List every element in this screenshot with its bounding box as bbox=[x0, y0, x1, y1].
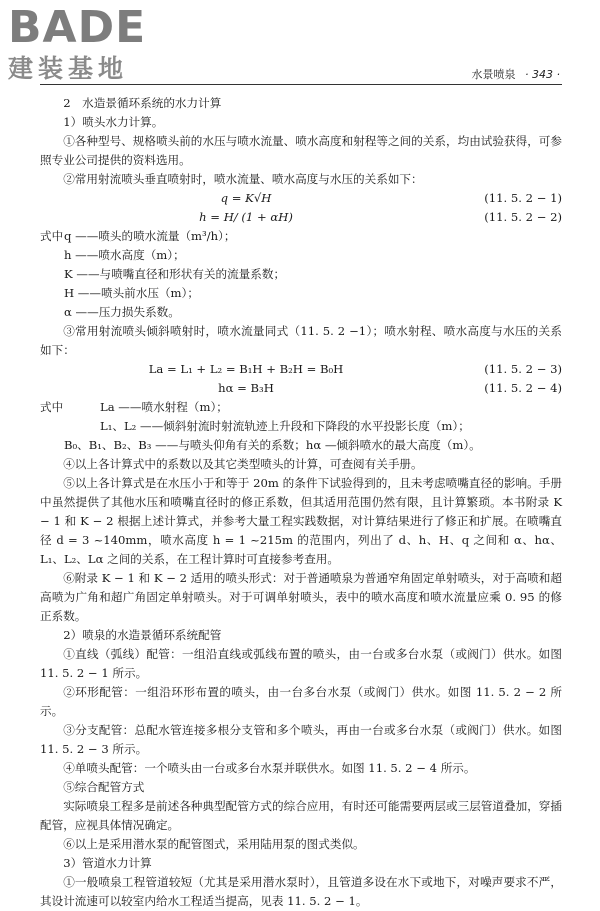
definition-La bbox=[40, 398, 562, 417]
paragraph-2: ②常用射流喷头垂直喷射时，喷水流量、喷水高度与水压的关系如下： bbox=[63, 172, 423, 186]
paragraph-11: ⑤综合配管方式 bbox=[63, 780, 145, 794]
paragraph-4: ④以上各计算式中的系数以及其它类型喷头的计算，可查阅有关手册。 bbox=[63, 457, 423, 471]
subsection-heading-1: 1）喷头水力计算。 bbox=[63, 115, 164, 129]
equation-2-number: (11. 5. 2 − 2) bbox=[484, 210, 562, 224]
definition-La-text: La ——喷水射程（m）； bbox=[100, 400, 228, 414]
definition-q-text: q ——喷头的喷水流量（m³/h）； bbox=[64, 229, 236, 243]
paragraph-13: ⑥以上是采用潜水泵的配管图式，采用陆用泵的图式类似。 bbox=[63, 837, 365, 851]
page-number: · 343 · bbox=[525, 68, 560, 81]
definition-q bbox=[40, 227, 562, 246]
equation-3 bbox=[40, 360, 562, 379]
equation-3-formula: La = L₁ + L₂ = B₁H + B₂H = B₀H bbox=[148, 362, 344, 376]
running-title: 水景喷泉 bbox=[471, 68, 516, 81]
logo-subtitle: 建装基地 bbox=[8, 54, 129, 83]
subsection-heading-2: 2）喷泉的水造景循环系统配管 bbox=[63, 628, 222, 642]
logo-wordmark: BADE bbox=[8, 2, 147, 53]
paragraph-9: ③分支配管：总配水管连接多根分支管和多个喷头，再由一台或多台水泵（或阀门）供水。如图 11. 5. 2 − 3 所示。 bbox=[40, 723, 562, 756]
definition-K: K ——与喷嘴直径和形状有关的流量系数； bbox=[64, 267, 286, 281]
paragraph-1: ①各种型号、规格喷头前的水压与喷水流量、喷水高度和射程等之间的关系，均由试验获得，可参照专业公司提供的资料选用。 bbox=[40, 134, 562, 167]
equation-2-formula: h = H/ (1 + αH) bbox=[199, 210, 293, 224]
paragraph-7: ①直线（弧线）配管：一组沿直线或弧线布置的喷头，由一台或多台水泵（或阀门）供水。如图 11. 5. 2 − 1 所示。 bbox=[40, 647, 562, 680]
paragraph-6: ⑥附录 K − 1 和 K − 2 适用的喷头形式：对于普通喷泉为普通窄角固定单射喷头，对于高喷和超高喷为广角和超广角固定单射喷头。对于可调单射喷头，表中的喷水高度和喷水流量应乘 0. 95 的修正系数。 bbox=[40, 571, 562, 623]
equation-4-formula: hα = B₃H bbox=[218, 381, 274, 395]
equation-1-formula: q = K√H bbox=[220, 191, 272, 205]
page-body bbox=[40, 94, 562, 911]
equation-1 bbox=[40, 189, 562, 208]
paragraph-3: ③常用射流喷头倾斜喷射时，喷水流量同式（11. 5. 2 −1）；喷水射程、喷水高度与水压的关系如下： bbox=[40, 324, 562, 357]
definition-H: H ——喷头前水压（m）； bbox=[64, 286, 199, 300]
definition-L12: L₁、L₂ ——倾斜射流时射流轨迹上升段和下降段的水平投影长度（m）； bbox=[100, 419, 470, 433]
paragraph-5: ⑤以上各计算式是在水压小于和等于 20m 的条件下试验得到的，且未考虑喷嘴直径的影响。手册中虽然提供了其他水压和喷嘴直径时的修正系数，但其适用范围仍然有限，且计算繁琐。本书附录 K − 1 和 K − 2 根据上述计算式，并参考大量工程实践数据，对计算结果进行了修正和扩展。在喷嘴直径 d = 3 ~140mm，喷水高度 h = 1 ~215m 的范围内，列出了 d、h、H、q 之间和 α、hα、L₁、L₂、Lα 之间的关系，在工程计算时可直接参考查用。 bbox=[40, 476, 562, 566]
definition-B: B₀、B₁、B₂、B₃ ——与喷头仰角有关的系数；hα —倾斜喷水的最大高度（m）。 bbox=[64, 438, 481, 452]
equation-4-number: (11. 5. 2 − 4) bbox=[484, 381, 562, 395]
equation-3-number: (11. 5. 2 − 3) bbox=[484, 362, 562, 376]
paragraph-14: ①一般喷泉工程管道较短（尤其是采用潜水泵时），且管道多设在水下或地下，对噪声要求不严，其设计流速可以较室内给水工程适当提高，见表 11. 5. 2 − 1。 bbox=[40, 875, 562, 908]
header-rule bbox=[40, 84, 562, 85]
equation-2 bbox=[40, 208, 562, 227]
site-logo bbox=[8, 2, 178, 84]
paragraph-12: 实际喷泉工程多是前述各种典型配管方式的综合应用，有时还可能需要两层或三层管道叠加，穿插配管，应视具体情况确定。 bbox=[40, 799, 562, 832]
paragraph-10: ④单喷头配管：一个喷头由一台或多台水泵并联供水。如图 11. 5. 2 − 4 所示。 bbox=[63, 761, 476, 775]
equation-4 bbox=[40, 379, 562, 398]
equation-1-number: (11. 5. 2 − 1) bbox=[484, 191, 562, 205]
where-label-2: 式中 bbox=[40, 400, 64, 414]
subsection-heading-3: 3）管道水力计算 bbox=[63, 856, 152, 870]
section-heading: 2 水造景循环系统的水力计算 bbox=[63, 96, 222, 110]
where-label-1: 式中 bbox=[40, 229, 64, 243]
running-head bbox=[472, 66, 560, 82]
paragraph-8: ②环形配管：一组沿环形布置的喷头，由一台多台水泵（或阀门）供水。如图 11. 5. 2 − 2 所示。 bbox=[40, 685, 562, 718]
definition-alpha: α ——压力损失系数。 bbox=[64, 305, 180, 319]
definition-h: h ——喷水高度（m）； bbox=[64, 248, 185, 262]
